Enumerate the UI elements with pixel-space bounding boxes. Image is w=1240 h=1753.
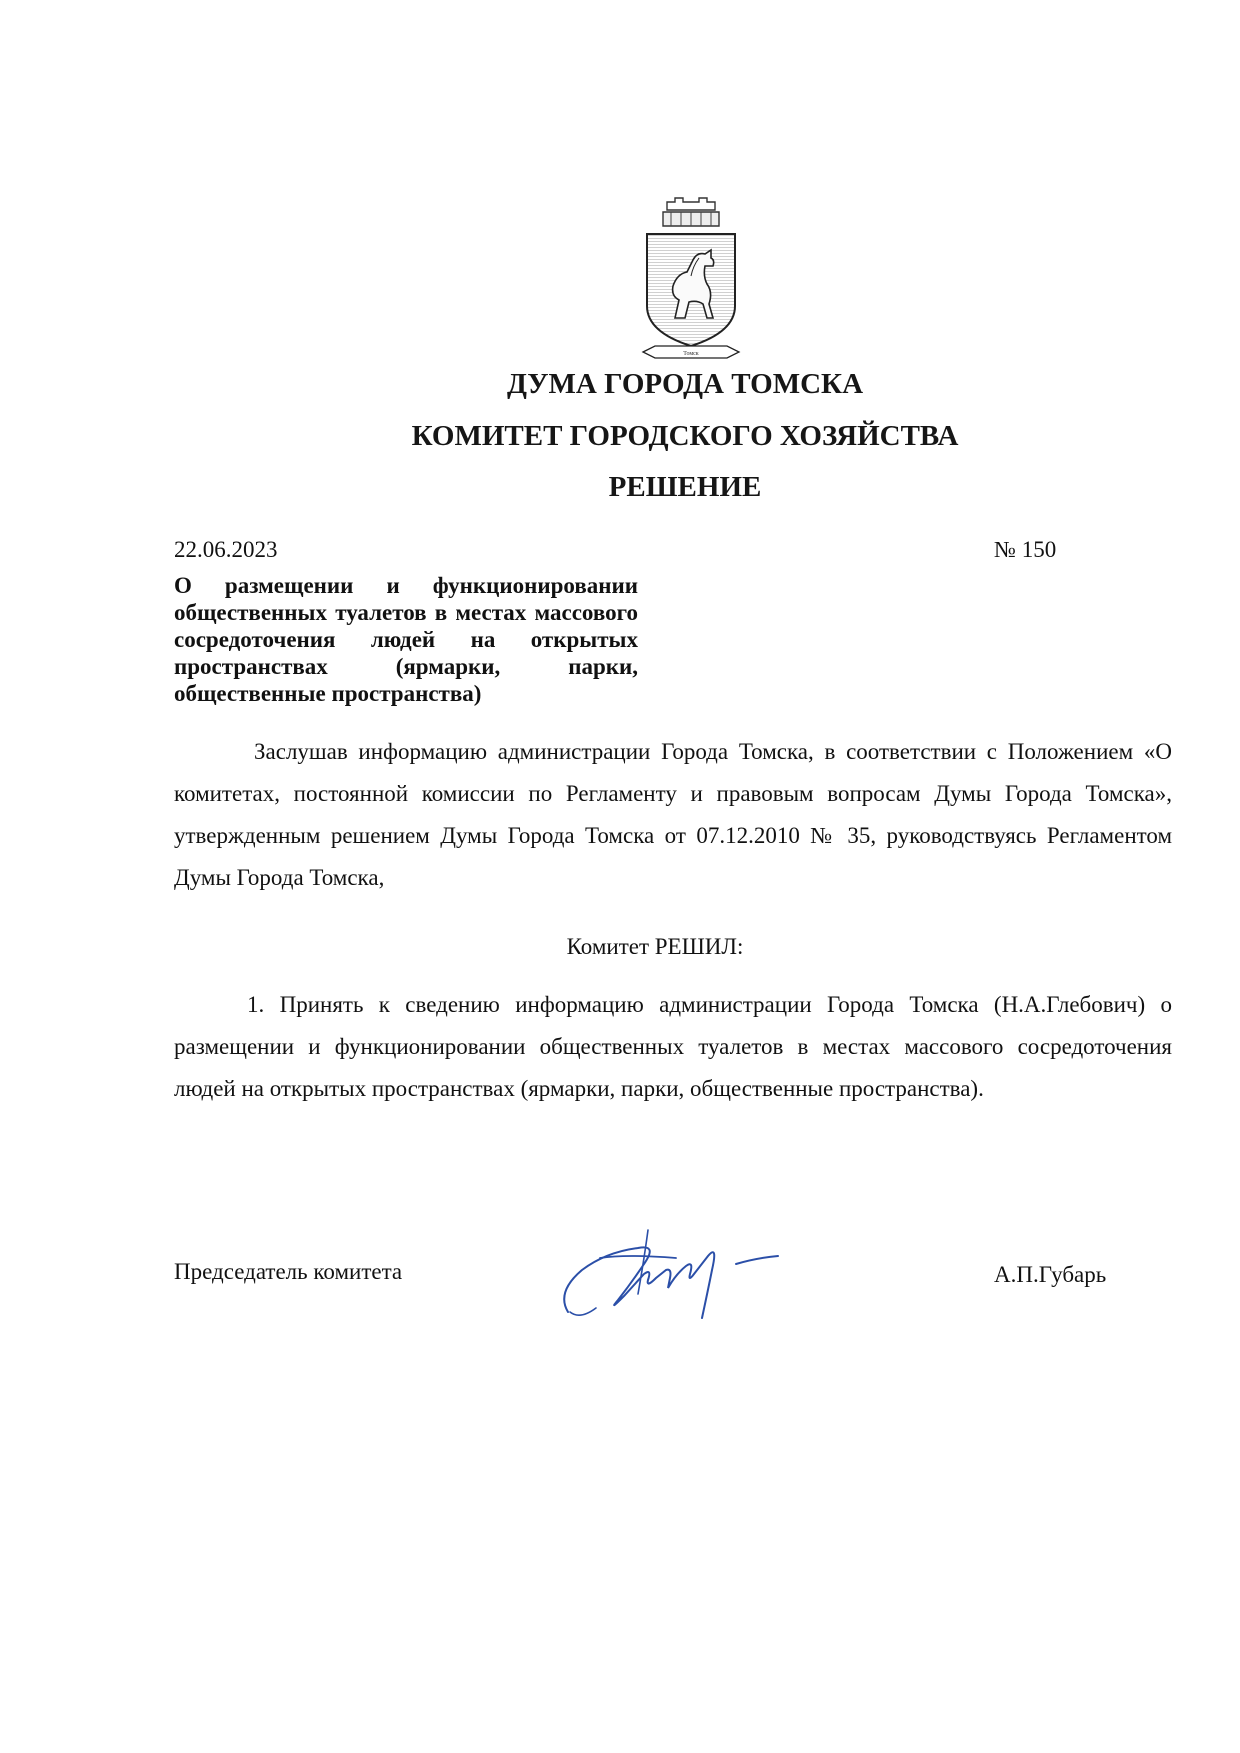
svg-text:Томск: Томск [683,351,699,357]
document-subject: О размещении и функционировании общественных туалетов в местах массового сосредоточения людей на открытых пространствах (ярмарки, парки, общественные пространства) [174,573,638,706]
committee-title: КОМИТЕТ ГОРОДСКОГО ХОЗЯЙСТВА [411,420,959,452]
document-date: 22.06.2023 [174,537,278,562]
decision-item-1: 1. Принять к сведению информацию администрации Города Томска (Н.А.Глебович) о размещении и функционировании общественных туалетов в местах массового сосредоточения людей на открытых пространствах (ярмарки, парки, общественные пространства). [174,992,1172,1101]
handwritten-signature-icon [548,1200,808,1330]
document-type: РЕШЕНИЕ [608,471,762,503]
org-title: ДУМА ГОРОДА ТОМСКА [506,368,864,400]
decision-heading: Комитет РЕШИЛ: [566,934,744,959]
tomsk-coat-of-arms-icon [641,196,741,368]
signatory-name: А.П.Губарь [994,1262,1107,1287]
preamble-paragraph: Заслушав информацию администрации Города Томска, в соответствии с Положением «О комитетах, постоянной комиссии по Регламенту и правовым вопросам Думы Города Томска», утвержденным решением Думы Города Томска от 07.12.2010 № 35, руководствуясь Регламентом Думы Города Томска, [174,739,1172,890]
signatory-role: Председатель комитета [174,1259,403,1284]
document-number: № 150 [994,537,1057,562]
